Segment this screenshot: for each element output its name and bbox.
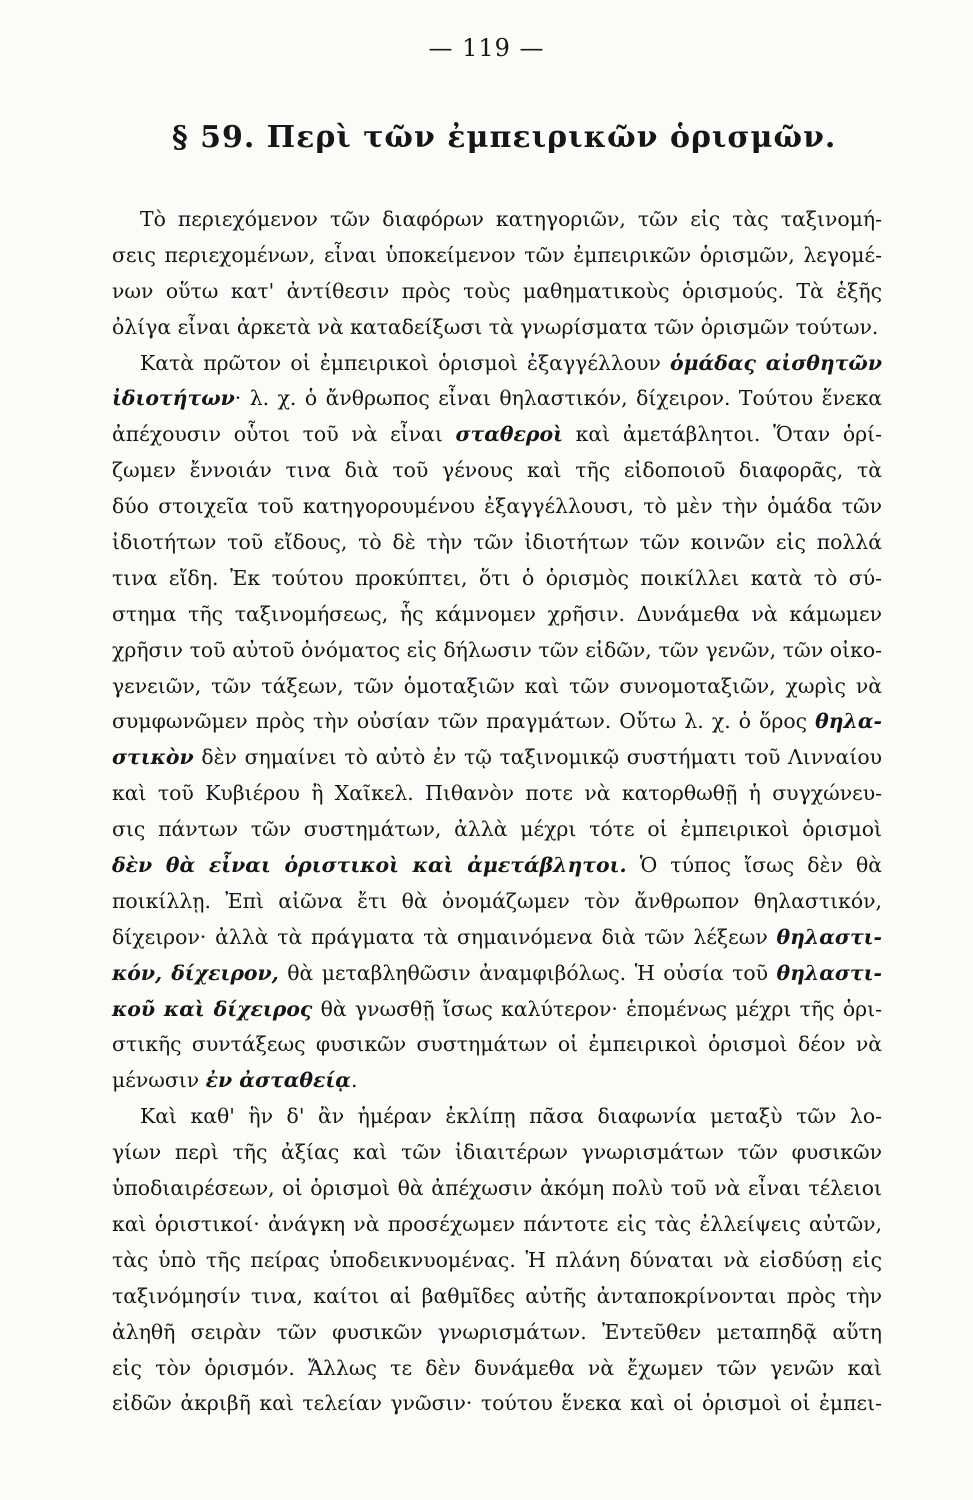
text-segment: νων οὕτω κατ' ἀντίθεσιν πρὸς τοὺς μαθηματικοὺς ὁρισμούς. Τὰ ἑξῆς bbox=[112, 278, 882, 303]
text-segment: καὶ ἀμετάβλητοι. Ὅταν ὁρί- bbox=[562, 422, 882, 447]
emphasized-text: δὲν θὰ εἶναι ὁριστικοὶ καὶ ἀμετάβλητοι. bbox=[112, 853, 627, 878]
text-line bbox=[112, 776, 882, 812]
text-segment: ζωμεν ἔννοιάν τινα διὰ τοῦ γένους καὶ τῆς εἰδοποιοῦ διαφορᾶς, τὰ bbox=[112, 458, 882, 483]
text-line bbox=[112, 1386, 882, 1422]
text-segment: ταξινόμησίν τινα, καίτοι αἱ βαθμῖδες αὐτῆς ἀνταποκρίνονται πρὸς τὴν bbox=[112, 1283, 882, 1308]
text-segment: Κατὰ πρῶτον οἱ ἐμπειρικοὶ ὁρισμοὶ ἐξαγγέλλουν bbox=[140, 350, 670, 375]
text-segment: σεις περιεχομένων, εἶναι ὑποκείμενον τῶν ἐμπειρικῶν ὁρισμῶν, λεγομέ- bbox=[112, 242, 882, 267]
text-line bbox=[112, 812, 882, 848]
text-segment: θὰ γνωσθῇ ἴσως καλύτερον· ἑπομένως μέχρι τῆς ὁρι- bbox=[312, 996, 882, 1021]
text-line bbox=[112, 704, 882, 740]
text-line bbox=[112, 848, 882, 884]
text-line bbox=[112, 740, 882, 776]
text-line bbox=[112, 1243, 882, 1279]
text-segment: θὰ μεταβληθῶσιν ἀναμφιβόλως. Ἡ οὐσία τοῦ bbox=[278, 960, 777, 985]
emphasized-text: στικὸν bbox=[112, 745, 194, 770]
text-segment: ἰδιοτήτων τοῦ εἴδους, τὸ δὲ τὴν τῶν ἰδιοτήτων τῶν κοινῶν εἰς πολλά bbox=[112, 530, 882, 555]
body-text bbox=[112, 202, 882, 1422]
text-line bbox=[112, 597, 882, 633]
page-number: — 119 — bbox=[428, 34, 545, 62]
text-segment: συμφωνῶμεν πρὸς τὴν οὐσίαν τῶν πραγμάτων. Οὕτω λ. χ. ὁ ὅρος bbox=[112, 709, 816, 734]
text-line bbox=[112, 1135, 882, 1171]
text-line bbox=[112, 238, 882, 274]
text-segment: ἀπέχουσιν οὗτοι τοῦ νὰ εἶναι bbox=[112, 422, 456, 447]
text-line bbox=[112, 669, 882, 705]
emphasized-text: σταθεροὶ bbox=[455, 422, 563, 447]
emphasized-text: κόν, δίχειρον, bbox=[112, 960, 279, 985]
text-segment: μένωσιν bbox=[112, 1068, 206, 1093]
text-segment: στικῆς συντάξεως φυσικῶν συστημάτων οἱ ἐμπειρικοὶ ὁρισμοὶ δέον νὰ bbox=[112, 1032, 882, 1057]
text-line bbox=[112, 346, 882, 382]
text-line bbox=[112, 274, 882, 310]
text-line bbox=[112, 489, 882, 525]
text-line bbox=[112, 884, 882, 920]
text-line bbox=[112, 310, 882, 346]
text-line bbox=[112, 1207, 882, 1243]
emphasized-text: θηλαστι- bbox=[776, 960, 882, 985]
text-segment: σις πάντων τῶν συστημάτων, ἀλλὰ μέχρι τότε οἱ ἐμπειρικοὶ ὁρισμοὶ bbox=[112, 817, 882, 842]
text-segment: Καὶ καθ' ἣν δ' ἂν ἡμέραν ἐκλίπῃ πᾶσα διαφωνία μεταξὺ τῶν λο- bbox=[140, 1104, 882, 1129]
emphasized-text: θηλα- bbox=[815, 709, 882, 734]
emphasized-text: κοῦ καὶ δίχειρος bbox=[112, 996, 313, 1021]
emphasized-text: ἐν ἀσταθείᾳ bbox=[205, 1068, 351, 1093]
text-line bbox=[112, 525, 882, 561]
text-line bbox=[112, 202, 882, 238]
emphasized-text: ὁμάδας αἰσθητῶν bbox=[669, 350, 882, 375]
text-line bbox=[112, 1351, 882, 1387]
text-segment: δίχειρον· ἀλλὰ τὰ πράγματα τὰ σημαινόμενα διὰ τῶν λέξεων bbox=[112, 924, 777, 949]
emphasized-text: θηλαστι- bbox=[776, 924, 882, 949]
text-segment: εἰς τὸν ὁρισμόν. Ἄλλως τε δὲν δυνάμεθα νὰ ἔχωμεν τῶν γενῶν καὶ bbox=[112, 1355, 882, 1380]
text-segment: Ὁ τύπος ἴσως δὲν θὰ bbox=[626, 853, 882, 878]
text-segment: γενειῶν, τῶν τάξεων, τῶν ὁμοταξιῶν καὶ τῶν συνομοταξιῶν, χωρὶς νὰ bbox=[112, 673, 882, 698]
text-segment: δὲν σημαίνει τὸ αὐτὸ ἐν τῷ ταξινομικῷ συστήματι τοῦ Λινναίου bbox=[193, 745, 882, 770]
text-line bbox=[112, 1315, 882, 1351]
text-segment: καὶ ὁριστικοί· ἀνάγκη νὰ προσέχωμεν πάντοτε εἰς τὰς ἐλλείψεις αὐτῶν, bbox=[112, 1211, 882, 1236]
text-line bbox=[112, 1099, 882, 1135]
text-line bbox=[112, 956, 882, 992]
text-segment: ἀληθῆ σειρὰν τῶν φυσικῶν γνωρισμάτων. Ἐντεῦθεν μεταπηδᾷ αὕτη bbox=[112, 1319, 882, 1344]
text-segment: . bbox=[350, 1068, 358, 1093]
text-line bbox=[112, 633, 882, 669]
text-segment: τινα εἴδη. Ἐκ τούτου προκύπτει, ὅτι ὁ ὁρισμὸς ποικίλλει κατὰ τὸ σύ- bbox=[112, 565, 882, 590]
text-segment: ὑποδιαιρέσεων, οἱ ὁρισμοὶ θὰ ἀπέχωσιν ἀκόμη πολὺ τοῦ νὰ εἶναι τέλειοι bbox=[112, 1176, 882, 1201]
text-segment: καὶ τοῦ Κυβιέρου ἢ Χαῖκελ. Πιθανὸν ποτε νὰ κατορθωθῇ ἡ συγχώνευ- bbox=[112, 781, 882, 806]
text-segment: χρῆσιν τοῦ αὐτοῦ ὀνόματος εἰς δήλωσιν τῶν εἰδῶν, τῶν γενῶν, τῶν οἰκο- bbox=[112, 637, 882, 662]
text-segment: δύο στοιχεῖα τοῦ κατηγορουμένου ἐξαγγέλλουσι, τὸ μὲν τὴν ὁμάδα τῶν bbox=[112, 494, 882, 519]
text-segment: · λ. χ. ὁ ἄνθρωπος εἶναι θηλαστικόν, δίχειρον. Τούτου ἕνεκα bbox=[234, 386, 882, 411]
text-line bbox=[112, 561, 882, 597]
text-segment: ποικίλλῃ. Ἐπὶ αἰῶνα ἔτι θὰ ὀνομάζωμεν τὸν ἄνθρωπον θηλαστικόν, bbox=[112, 888, 882, 913]
text-segment: τὰς ὑπὸ τῆς πείρας ὑποδεικνυομένας. Ἡ πλάνη δύναται νὰ εἰσδύσῃ εἰς bbox=[112, 1247, 882, 1272]
text-line bbox=[112, 453, 882, 489]
text-line bbox=[112, 1063, 882, 1099]
text-line bbox=[112, 1279, 882, 1315]
text-line bbox=[112, 920, 882, 956]
text-segment: στημα τῆς ταξινομήσεως, ἧς κάμνομεν χρῆσιν. Δυνάμεθα νὰ κάμωμεν bbox=[112, 601, 882, 626]
text-segment: Τὸ περιεχόμενον τῶν διαφόρων κατηγοριῶν, τῶν εἰς τὰς ταξινομή- bbox=[140, 207, 882, 231]
text-line bbox=[112, 992, 882, 1028]
text-line bbox=[112, 381, 882, 417]
text-segment: ὀλίγα εἶναι ἀρκετὰ νὰ καταδείξωσι τὰ γνωρίσματα τῶν ὁρισμῶν τούτων. bbox=[112, 314, 879, 339]
text-line bbox=[112, 417, 882, 453]
section-title: § 59. Περὶ τῶν ἐμπειρικῶν ὁρισμῶν. bbox=[172, 120, 837, 155]
emphasized-text: ἰδιοτήτων bbox=[112, 386, 235, 411]
text-segment: γίων περὶ τῆς ἀξίας καὶ τῶν ἰδιαιτέρων γνωρισμάτων τῶν φυσικῶν bbox=[112, 1140, 882, 1165]
text-line bbox=[112, 1171, 882, 1207]
text-segment: εἰδῶν ἀκριβῆ καὶ τελείαν γνῶσιν· τούτου ἕνεκα καὶ οἱ ὁρισμοὶ οἱ ἐμπει- bbox=[112, 1391, 882, 1416]
text-line bbox=[112, 1027, 882, 1063]
